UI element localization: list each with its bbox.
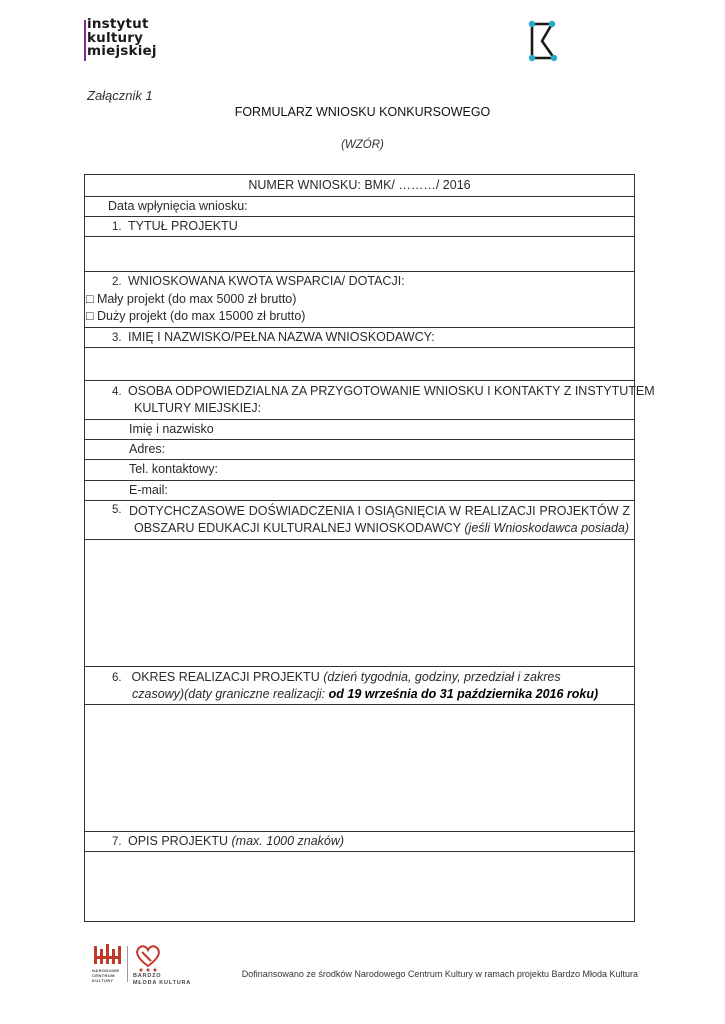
- section-3-label: IMIĘ I NAZWISKO/PEŁNA NAZWA WNIOSKODAWCY:: [128, 330, 435, 344]
- contact-address-row[interactable]: [85, 439, 634, 459]
- contact-name-label: Imię i nazwisko: [129, 422, 214, 436]
- contact-email-label: E-mail:: [129, 483, 168, 497]
- contact-phone-row[interactable]: [85, 459, 634, 480]
- section-4-number: 4.: [112, 386, 122, 398]
- section-2-number: 2.: [112, 276, 122, 288]
- logo-line-3: miejskiej: [87, 43, 157, 59]
- bmk-logo: [133, 944, 203, 984]
- heart-icon: [133, 944, 163, 972]
- section-5-label-line-1: DOTYCHCZASOWE DOŚWIADCZENIA I OSIĄGNIĘCIA W REALIZACJI PROJEKTÓW Z: [129, 504, 630, 518]
- receipt-date-row[interactable]: [85, 196, 634, 216]
- section-6-dates: od 19 września do 31 października 2016 roku): [328, 687, 599, 701]
- section-1-header: [85, 216, 634, 236]
- option-large-project[interactable]: □ Duży projekt (do max 15000 zł brutto): [86, 309, 306, 323]
- contact-name-row[interactable]: [85, 419, 634, 439]
- receipt-date-label: Data wpłynięcia wniosku:: [108, 199, 248, 213]
- nck-logo: [92, 944, 122, 984]
- section-4-header: [85, 380, 655, 419]
- section-5-note: (jeśli Wnioskodawca posiada): [464, 521, 630, 535]
- application-number: NUMER WNIOSKU: BMK/ ………/ 2016: [248, 178, 471, 192]
- logo-accent-bar: [84, 20, 86, 61]
- logo-line-1: instytut: [87, 16, 149, 32]
- form-subtitle: (WZÓR): [341, 139, 384, 151]
- section-6-note-line-2: czasowy)(daty graniczne realizacji:: [132, 687, 326, 701]
- section-7-note: (max. 1000 znaków): [231, 834, 345, 848]
- section-5-header: [85, 500, 634, 539]
- section-6-header: [85, 666, 634, 704]
- option-small-project[interactable]: □ Mały projekt (do max 5000 zł brutto): [86, 292, 297, 306]
- section-6-number: 6.: [112, 672, 122, 684]
- application-number-row: [85, 175, 634, 196]
- castle-icon: [92, 944, 122, 966]
- section-6-label: OKRES REALIZACJI PROJEKTU: [131, 670, 320, 684]
- section-7-number: 7.: [112, 836, 122, 848]
- contact-email-row[interactable]: [85, 480, 634, 500]
- section-5-number: 5.: [112, 504, 122, 516]
- funding-note: Dofinansowano ze środków Narodowego Centrum Kultury w ramach projektu Bardzo Młoda Kultura: [241, 969, 638, 979]
- bmk-line-1: BARDZO: [133, 973, 162, 979]
- section-7-answer[interactable]: [85, 851, 634, 921]
- form-title: FORMULARZ WNIOSKU KONKURSOWEGO: [234, 105, 491, 119]
- section-7-label: OPIS PROJEKTU: [128, 834, 229, 848]
- annex-label: Załącznik 1: [87, 88, 153, 103]
- section-2: [85, 271, 634, 327]
- ikm-symbol-icon: [526, 20, 560, 62]
- footer-logo-divider: [127, 946, 128, 982]
- section-1-answer[interactable]: [85, 236, 634, 271]
- contact-phone-label: Tel. kontaktowy:: [129, 462, 218, 476]
- logo-line-2: kultury: [87, 29, 144, 46]
- section-6-answer[interactable]: [85, 704, 634, 831]
- footer-logos: [92, 944, 212, 986]
- section-5-label-line-2: OBSZARU EDUKACJI KULTURALNEJ WNIOSKODAWCY: [134, 521, 461, 535]
- contact-address-label: Adres:: [129, 442, 166, 456]
- section-3-header: [85, 327, 634, 347]
- section-3-answer[interactable]: [85, 347, 634, 380]
- nck-line-1: NARODOWE: [92, 968, 120, 973]
- section-6-note-line-1: (dzień tygodnia, godziny, przedział i zakres: [323, 670, 561, 684]
- section-5-answer[interactable]: [85, 539, 634, 666]
- bmk-line-2: MŁODA KULTURA: [133, 980, 192, 986]
- section-2-label: WNIOSKOWANA KWOTA WSPARCIA/ DOTACJI:: [128, 274, 405, 288]
- section-3-number: 3.: [112, 332, 122, 344]
- section-1-label: TYTUŁ PROJEKTU: [128, 219, 238, 233]
- section-4-label-line-1: OSOBA ODPOWIEDZIALNA ZA PRZYGOTOWANIE WNIOSKU I KONTAKTY Z INSTYTUTEM: [128, 384, 655, 398]
- application-form: [84, 174, 655, 922]
- ikm-logo: [87, 18, 157, 59]
- section-1-number: 1.: [112, 221, 122, 233]
- section-7-header: [85, 831, 634, 851]
- nck-line-2: CENTRUM: [92, 973, 115, 978]
- section-4-label-line-2: KULTURY MIEJSKIEJ:: [134, 401, 262, 415]
- nck-line-3: KULTURY: [92, 978, 114, 983]
